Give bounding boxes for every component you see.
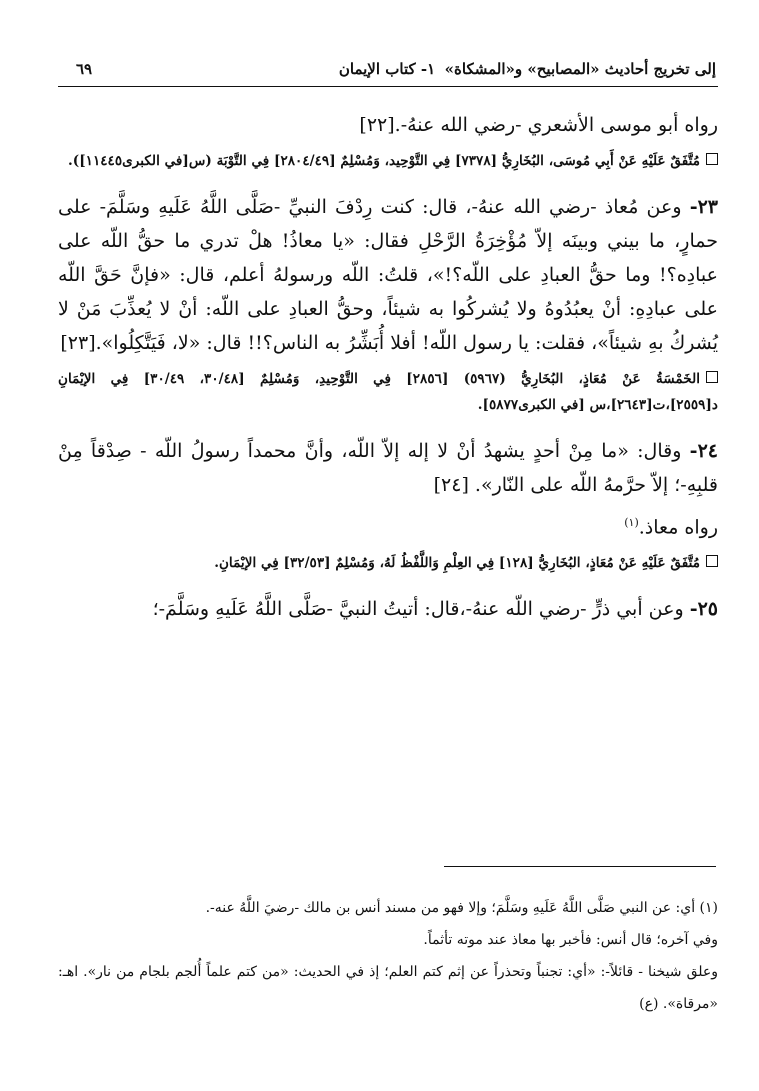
takhrij-23-text: الخَمْسَةُ عَنْ مُعَاذٍ، البُخَارِيُّ (٥٩٦٧) [٢٨٥٦] فِي التَّوْحِيدِ، وَمُسْلِمٌ [٣٠/٤٨، ٣٠/٤٩] فِي الإيْمَانِ د[٢٥٥٩]،ت[٢٦٤٣]،س [في الكبرى٥٨٧٧]. — [58, 371, 718, 413]
takhrij-23 — [58, 366, 718, 418]
footnote-divider — [444, 866, 716, 867]
footnote-marker: (١) — [624, 516, 639, 529]
takhrij-24-text: مُتَّفَقٌ عَلَيْهِ عَنْ مُعَاذٍ، البُخَارِيُّ [١٢٨] فِي العِلْمِ وَاللَّفْظُ لَهُ، وَمُسْلِمٌ [٣٢/٥٣] فِي الإيْمَانِ. — [214, 555, 700, 572]
hadith-24-narrator — [58, 506, 718, 544]
page-number: ٦٩ — [76, 60, 93, 78]
hadith-23-text: وعن مُعاذ -رضي الله عنهُ-، قال: كنت رِدْفَ النبيِّ -صَلَّى اللَّهُ عَلَيهِ وسَلَّمَ- على حمارٍ، ما بيني وبينَه إلاّ مُؤْخِرَةُ الرَّحْلِ فقال: «يا معاذُ! هلْ تدري ما حقُّ اللّه على عبادِه؟! وما حقُّ العبادِ على اللّه؟!»، قلتُ: اللّه ورسولهُ أعلم، قال: «فإنَّ حَقَّ اللّه على عبادِهِ: أنْ يعبُدُوهُ ولا يُشركُوا به شيئاً، وحقُّ العبادِ على اللّه: أنْ لا يُعذِّبَ مَنْ لا يُشركُ بهِ شيئاً»، فقلت: يا رسول اللّه! أفلا أُبَشِّرُ به الناس؟!! قال: «لا، فَيَتَّكِلُوا».[٢٣] — [58, 196, 718, 354]
square-bullet-icon — [706, 371, 718, 383]
takhrij-22-text: مُتَّفَقٌ عَلَيْهِ عَنْ أَبِي مُوسَى، البُخَارِيُّ [٧٣٧٨] فِي التَّوْحِيد، وَمُسْلِمٌ [٢٨٠٤/٤٩] فِي التَّوْبَة (س[في الكبرى١١٤٤٥]). — [68, 153, 700, 169]
header-divider — [58, 86, 718, 87]
footnote-1: (١) أي: عن النبي صَلَّى اللَّهُ عَلَيهِ وسَلَّمَ؛ وإلا فهو من مسند أنس بن مالك -رضيَ اللَّهُ عنه-. — [205, 900, 718, 916]
running-header — [58, 52, 716, 86]
hadith-24-text: وقال: «ما مِنْ أحدٍ يشهدُ أنْ لا إله إلاّ اللّه، وأنَّ محمداً رسولُ اللّه - صِدْقاً مِنْ قلبِهِ-؛ إلاّ حرَّمهُ اللّه على النّار». [٢٤] — [58, 440, 718, 496]
book-title: إلى تخريج أحاديث «المصابيح» و«المشكاة» — [444, 60, 716, 78]
hadith-23 — [58, 190, 718, 360]
hadith-25-number: ٢٥- — [689, 598, 718, 621]
hadith-25 — [58, 592, 718, 626]
hadith-24-number: ٢٤- — [689, 440, 718, 462]
chapter-title: ١- كتاب الإيمان — [338, 60, 436, 78]
square-bullet-icon — [706, 153, 718, 165]
footnote-1-addition: وفي آخره؛ قال أنس: فأخبر بها معاذ عند موته تأثماً. — [423, 932, 718, 948]
hadith-25-text: وعن أبي ذرٍّ -رضي اللّه عنهُ-،قال: أتيتُ النبيَّ -صَلَّى اللَّهُ عَلَيهِ وسَلَّمَ-؛ — [152, 598, 684, 621]
hadith-23-number: ٢٣- — [689, 196, 718, 218]
takhrij-24 — [58, 550, 718, 576]
hadith-24 — [58, 434, 718, 502]
square-bullet-icon — [706, 555, 718, 567]
hadith-24-narrator-text: رواه معاذ. — [638, 516, 718, 539]
takhrij-22 — [58, 148, 718, 174]
hadith-22-narrator: رواه أبو موسى الأشعري -رضي الله عنهُ-.[٢٢] — [359, 114, 718, 136]
footnotes — [58, 892, 718, 1020]
main-text — [58, 108, 718, 626]
footnote-1-commentary: وعلق شيخنا - قائلاً-: «أي: تجنباً وتحذراً عن إثم كتم العلم؛ إذ في الحديث: «من كتم علماً أُلجم بلجام من نار». اهـ: «مرقاة». (ع) — [58, 964, 718, 1012]
